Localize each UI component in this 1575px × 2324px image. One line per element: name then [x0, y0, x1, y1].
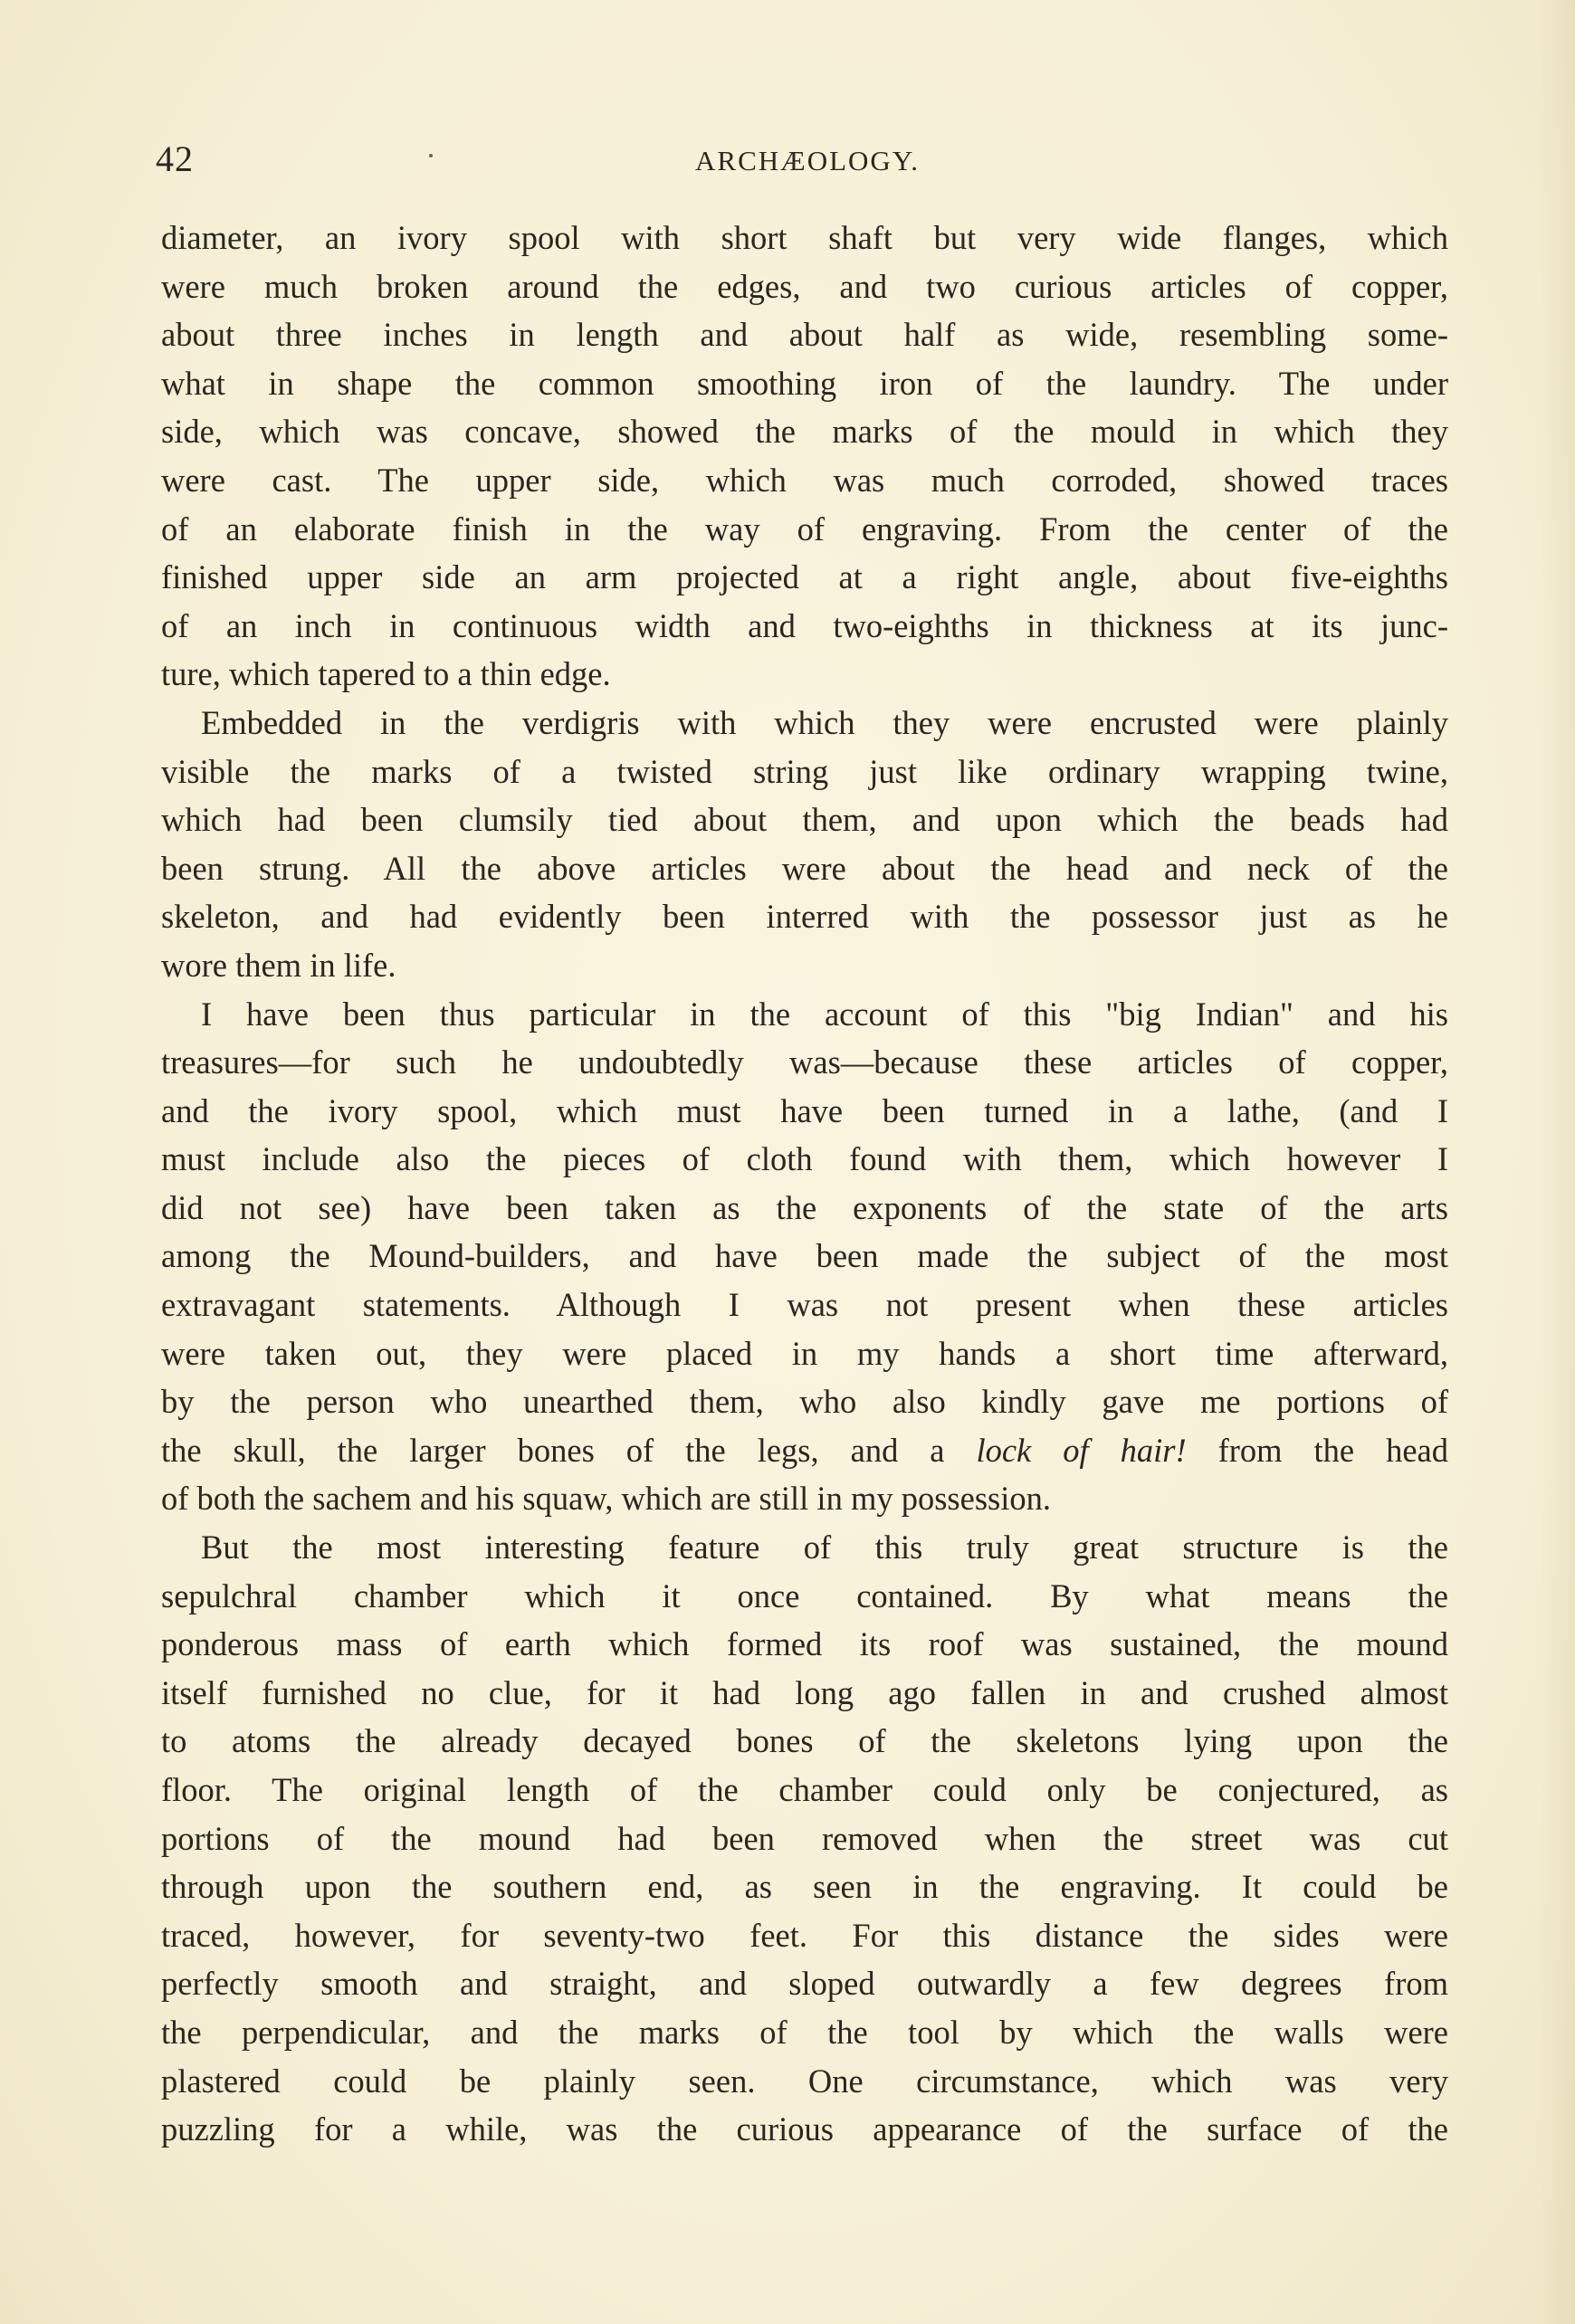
text-line: been strung. All the above articles were about the head and neck of the — [161, 849, 1448, 887]
text-line: what in shape the common smoothing iron of the laundry. The under — [161, 364, 1448, 402]
running-head-title: ARCHÆOLOGY. — [695, 145, 920, 176]
text-line: treasures—for such he undoubtedly was—because these articles of copper, — [161, 1043, 1448, 1081]
text-line: skeleton, and had evidently been interred with the possessor just as he — [161, 898, 1448, 936]
text-line: perfectly smooth and straight, and sloped outwardly a few degrees from — [161, 1965, 1448, 2003]
text-line-with-italic — [161, 1426, 1448, 1475]
text-line: plastered could be plainly seen. One circumstance, which was very — [161, 2062, 1448, 2100]
text-line: floor. The original length of the chamber could only be conjectured, as — [161, 1771, 1448, 1808]
text-line: traced, however, for seventy-two feet. For this distance the sides were — [161, 1916, 1448, 1954]
text-line: by the person who unearthed them, who also kindly gave me portions of — [161, 1383, 1448, 1421]
body-text — [161, 214, 1448, 2154]
italic-emphasis: lock of hair! — [976, 1431, 1187, 1469]
paragraph-start-line: But the most interesting feature of this truly great structure is the — [201, 1529, 1448, 1567]
text-line: visible the marks of a twisted string just like ordinary wrapping twine, — [161, 752, 1448, 790]
text-line: and the ivory spool, which must have been turned in a lathe, (and I — [161, 1091, 1448, 1129]
text-line: did not see) have been taken as the exponents of the state of the arts — [161, 1188, 1448, 1226]
paragraph-start-line: I have been thus particular in the account of this "big Indian" and his — [201, 995, 1448, 1033]
text-line: wore them in life. — [161, 946, 396, 984]
text-line: were taken out, they were placed in my hands a short time afterward, — [161, 1334, 1448, 1372]
print-speck — [429, 154, 433, 157]
text-line: portions of the mound had been removed when the street was cut — [161, 1819, 1448, 1857]
text-line: of an elaborate finish in the way of engraving. From the center of the — [161, 510, 1448, 548]
text-line: ture, which tapered to a thin edge. — [161, 655, 611, 693]
text-line: sepulchral chamber which it once contained. By what means the — [161, 1576, 1448, 1614]
text-line: ponderous mass of earth which formed its roof was sustained, the mound — [161, 1625, 1448, 1663]
text-line: of an inch in continuous width and two-eighths in thickness at its junc- — [161, 606, 1448, 644]
page-number: 42 — [156, 138, 194, 179]
text-line: finished upper side an arm projected at a right angle, about five-eighths — [161, 558, 1448, 596]
text-line: were much broken around the edges, and two curious articles of copper, — [161, 267, 1448, 305]
text-run: the skull, the larger bones of the legs, and a — [161, 1431, 977, 1469]
paragraph-start-line: Embedded in the verdigris with which they were encrusted were plainly — [201, 703, 1448, 741]
text-line: which had been clumsily tied about them, and upon which the beads had — [161, 801, 1448, 839]
text-line: of both the sachem and his squaw, which are still in my possession. — [161, 1480, 1051, 1518]
text-line: among the Mound-builders, and have been made the subject of the most — [161, 1237, 1448, 1275]
text-line: through upon the southern end, as seen in the engraving. It could be — [161, 1868, 1448, 1906]
text-line: were cast. The upper side, which was much corroded, showed traces — [161, 461, 1448, 499]
text-line: diameter, an ivory spool with short shaft but very wide flanges, which — [161, 219, 1448, 256]
text-run: from the head — [1186, 1431, 1448, 1469]
text-line: must include also the pieces of cloth found with them, which however I — [161, 1140, 1448, 1178]
text-line: extravagant statements. Although I was not present when these articles — [161, 1286, 1448, 1324]
text-line: itself furnished no clue, for it had long ago fallen in and crushed almost — [161, 1673, 1448, 1711]
text-line: side, which was concave, showed the marks of the mould in which they — [161, 413, 1448, 451]
page-edge-shading — [1539, 0, 1575, 2324]
page-header — [156, 138, 1450, 192]
text-line: puzzling for a while, was the curious appearance of the surface of the — [161, 2110, 1448, 2148]
text-line: to atoms the already decayed bones of the skeletons lying upon the — [161, 1722, 1448, 1760]
text-line: about three inches in length and about half as wide, resembling some- — [161, 316, 1448, 354]
text-line: the perpendicular, and the marks of the tool by which the walls were — [161, 2013, 1448, 2051]
